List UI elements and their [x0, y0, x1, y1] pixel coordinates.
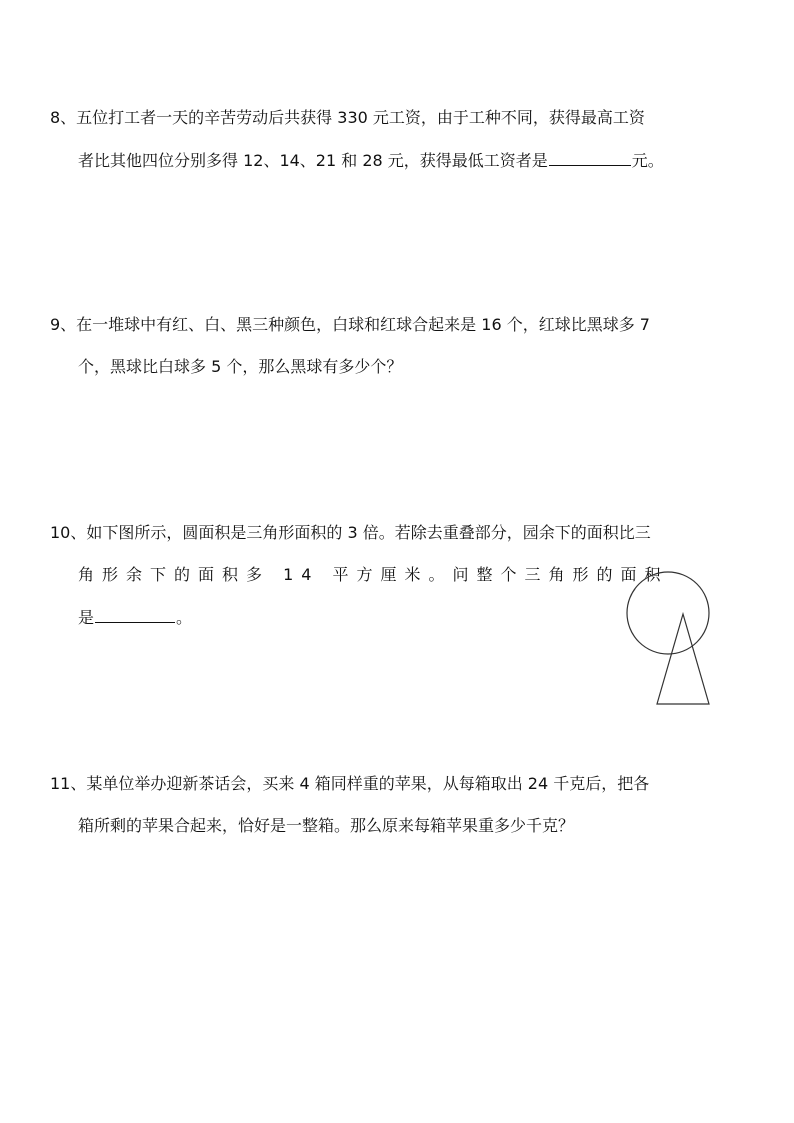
- q8-line-2: [78, 150, 664, 171]
- figure-triangle: [657, 614, 709, 704]
- q10-answer-blank[interactable]: [95, 607, 175, 623]
- q11-line-2: 箱所剩的苹果合起来，恰好是一整箱。那么原来每箱苹果重多少千克？: [78, 816, 575, 835]
- q9-line-1: 9、在一堆球中有红、白、黑三种颜色，白球和红球合起来是 16 个，红球比黑球多 7: [50, 315, 650, 334]
- q8-line-1: 8、五位打工者一天的辛苦劳动后共获得 330 元工资，由于工种不同，获得最高工资: [50, 108, 645, 127]
- q10-line-3-end: 。: [176, 608, 193, 627]
- q8-answer-blank[interactable]: [549, 150, 631, 166]
- q10-line-1: 10、如下图所示，圆面积是三角形面积的 3 倍。若除去重叠部分，园余下的面积比三: [50, 523, 651, 542]
- q10-line-3-text: 是: [78, 608, 95, 627]
- q10-line-2: 角形余下的面积多 14 平方厘米。问整个三角形的面积: [78, 565, 669, 584]
- q8-line-2-unit: 元。: [631, 151, 664, 170]
- figure-circle: [627, 572, 709, 654]
- q8-line-2-text: 者比其他四位分别多得 12、14、21 和 28 元，获得最低工资者是: [78, 151, 548, 170]
- q9-line-2: 个，黑球比白球多 5 个，那么黑球有多少个？: [78, 357, 403, 376]
- circle-triangle-figure: [620, 568, 720, 710]
- q10-line-3: [78, 607, 192, 628]
- q11-line-1: 11、某单位举办迎新茶话会，买来 4 箱同样重的苹果，从每箱取出 24 千克后，把各: [50, 774, 650, 793]
